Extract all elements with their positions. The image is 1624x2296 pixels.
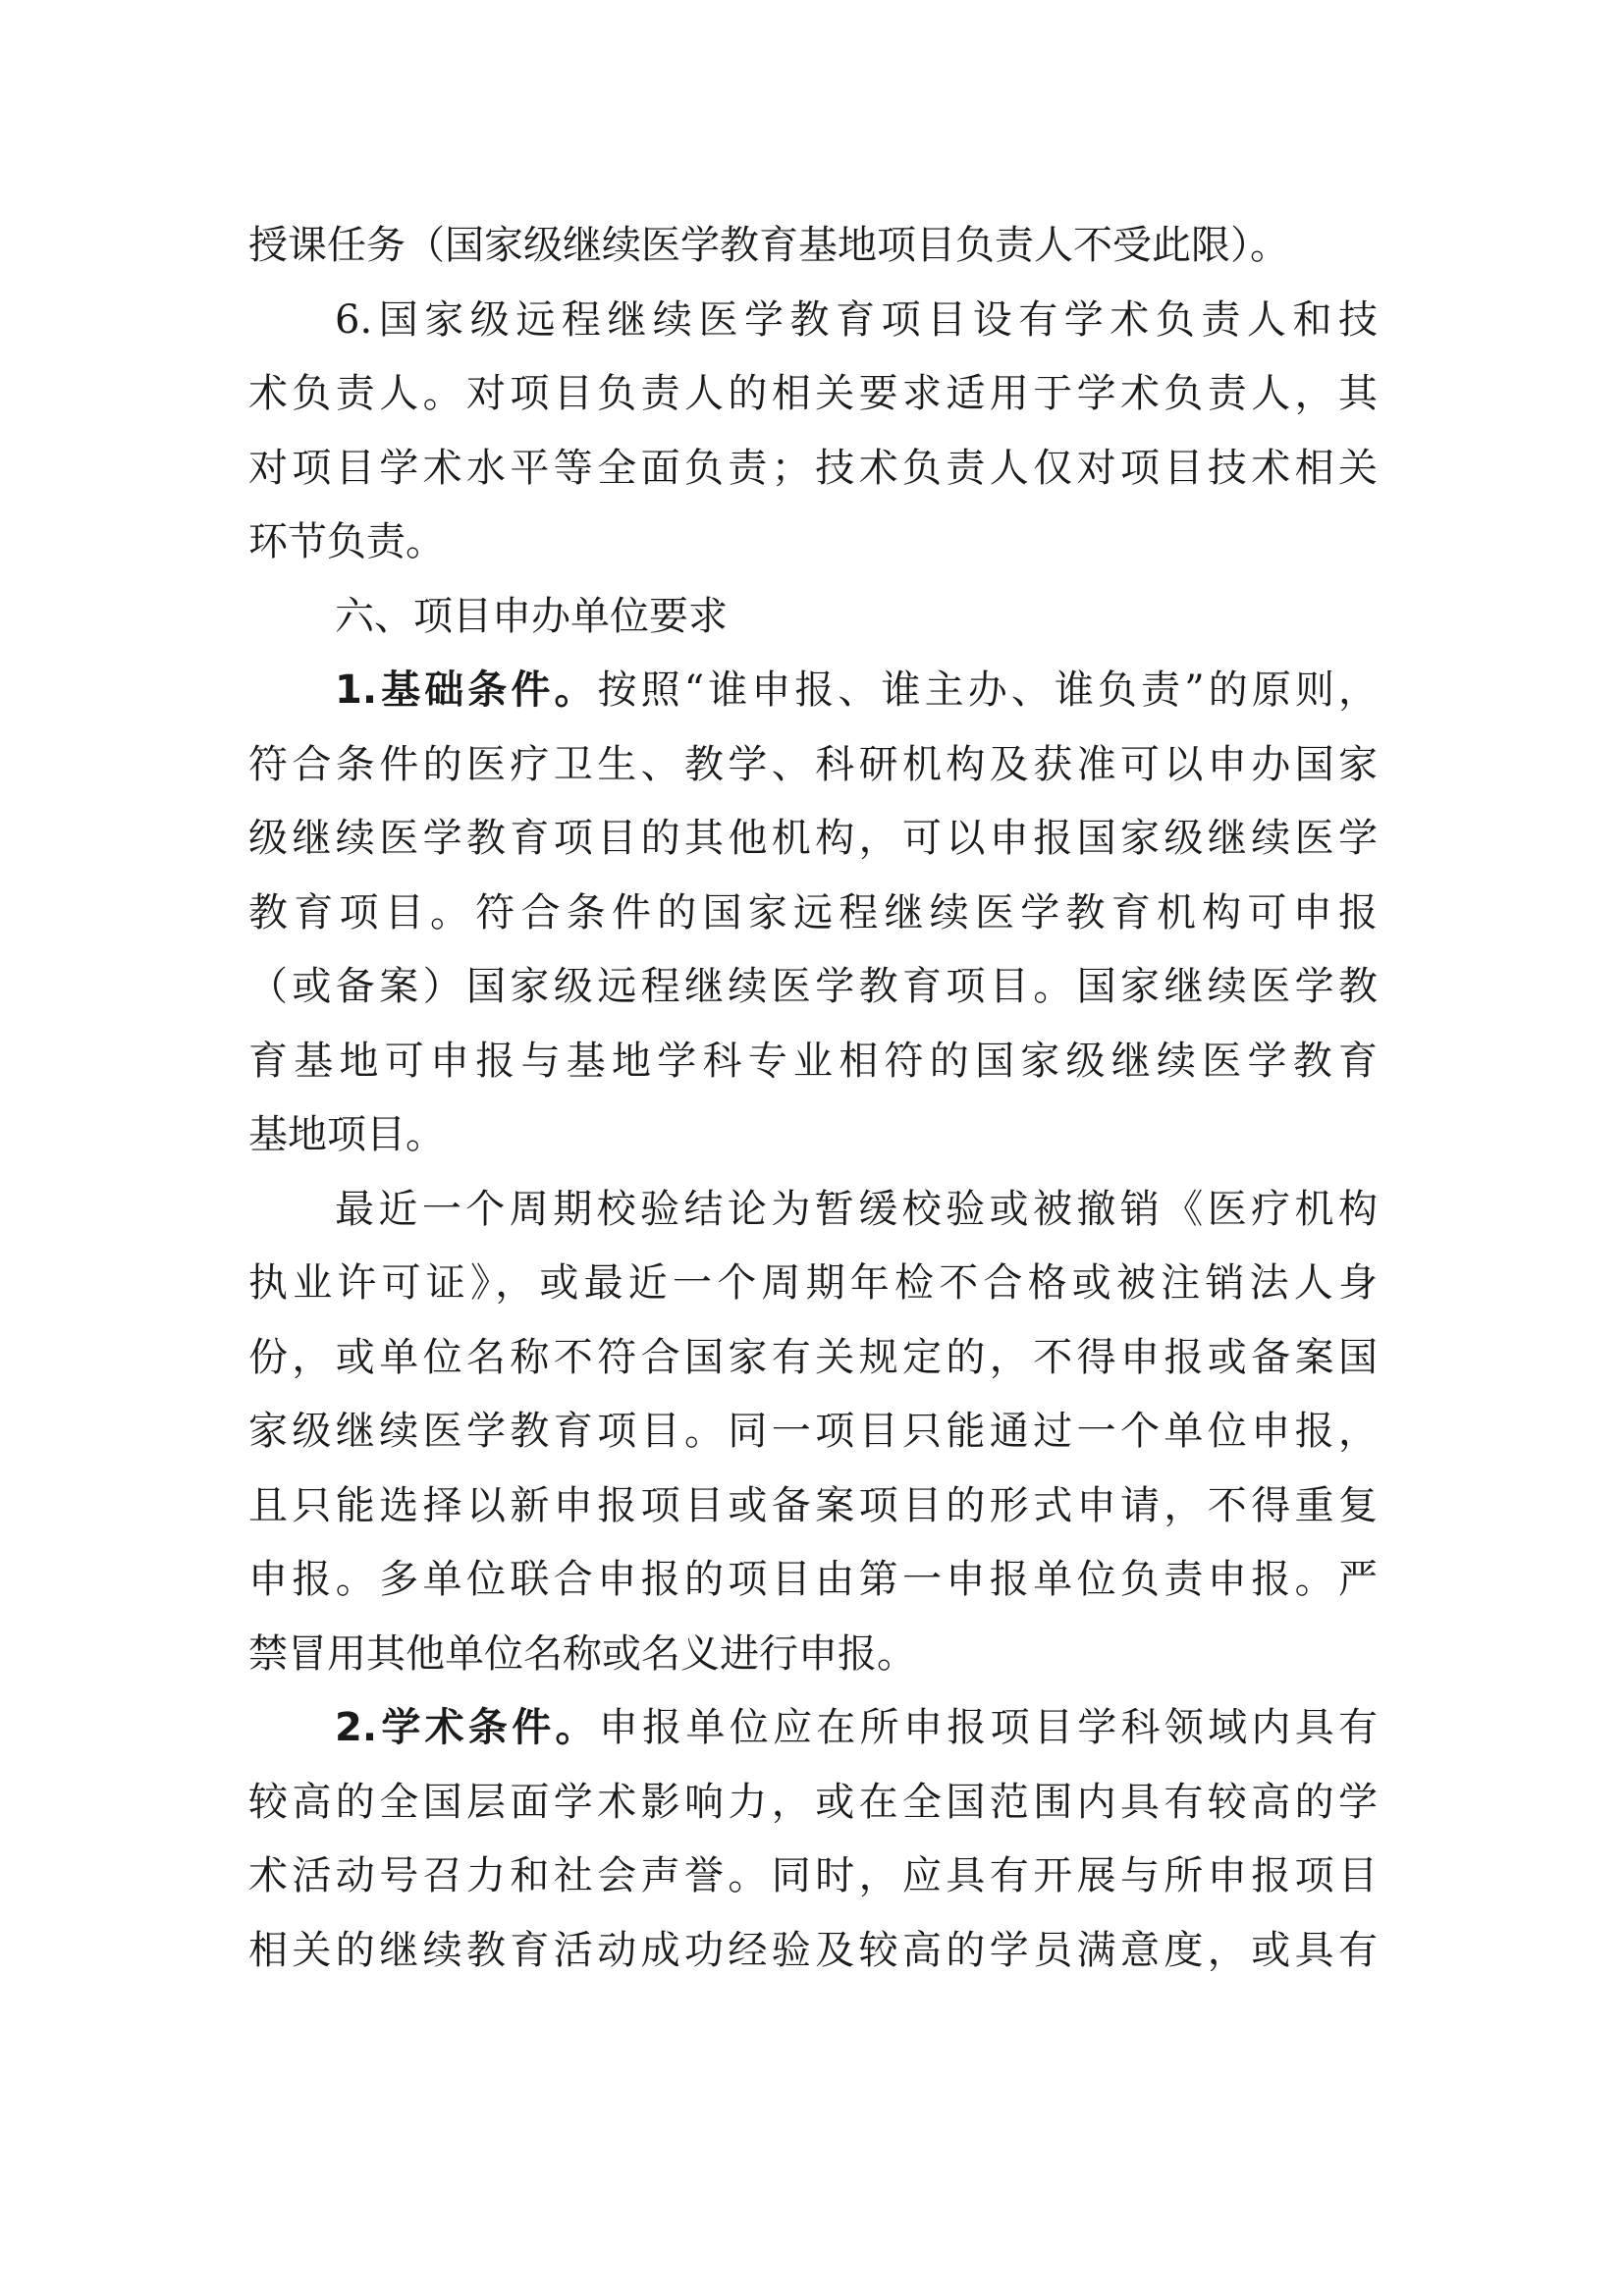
section-heading: 六、项目申办单位要求 [335,593,728,639]
text-line [248,654,1378,728]
text-line: 禁冒用其他单位名称或名义进行申报。 [248,1630,916,1677]
text-line: 术负责人。对项目负责人的相关要求适用于学术负责人，其 [248,371,1378,416]
text-line [248,1691,1378,1766]
text-line: 较高的全国层面学术影响力，或在全国范围内具有较高的学 [248,1779,1378,1825]
text-line: 对项目学术水平等全面负责；技术负责人仅对项目技术相关 [248,445,1378,491]
text-line: （或备案）国家级远程继续医学教育项目。国家继续医学教 [248,964,1378,1009]
text-line: 教育项目。符合条件的国家远程继续医学教育机构可申报 [248,889,1378,935]
clause-lead: 2.学术条件。 [335,1705,599,1750]
text-line: 最近一个周期校验结论为暂缓校验或被撤销《医疗机构 [335,1186,1378,1232]
text-line: 授课任务（国家级继续医学教育基地项目负责人不受此限）。 [248,223,1289,268]
text-line: 相关的继续教育活动成功经验及较高的学员满意度，或具有 [248,1927,1378,1973]
text-line: 执业许可证》，或最近一个周期年检不合格或被注销法人身 [248,1260,1378,1306]
text-line: 家级继续医学教育项目。同一项目只能通过一个单位申报， [248,1409,1378,1454]
text-line: 符合条件的医疗卫生、教学、科研机构及获准可以申办国家 [248,741,1378,787]
text-line: 申报。多单位联合申报的项目由第一申报单位负责申报。严 [248,1557,1378,1602]
text-line: 级继续医学教育项目的其他机构，可以申报国家级继续医学 [248,816,1378,861]
clause-text: 申报单位应在所申报项目学科领域内具有 [598,1705,1379,1750]
text-line: 环节负责。 [248,519,445,564]
text-line: 且只能选择以新申报项目或备案项目的形式申请，不得重复 [248,1482,1378,1528]
clause-text: 按照“谁申报、谁主办、谁负责”的原则， [597,667,1378,713]
clause-lead: 1.基础条件。 [335,667,598,713]
text-line: 育基地可申报与基地学科专业相符的国家级继续医学教育 [248,1038,1378,1084]
text-line: 基地项目。 [248,1112,445,1157]
text-line: 6.国家级远程继续医学教育项目设有学术负责人和技 [335,296,1378,343]
text-line: 术活动号召力和社会声誉。同时，应具有开展与所申报项目 [248,1853,1378,1898]
text-line: 份，或单位名称不符合国家有关规定的，不得申报或备案国 [248,1334,1378,1380]
document-body [248,209,1378,1988]
